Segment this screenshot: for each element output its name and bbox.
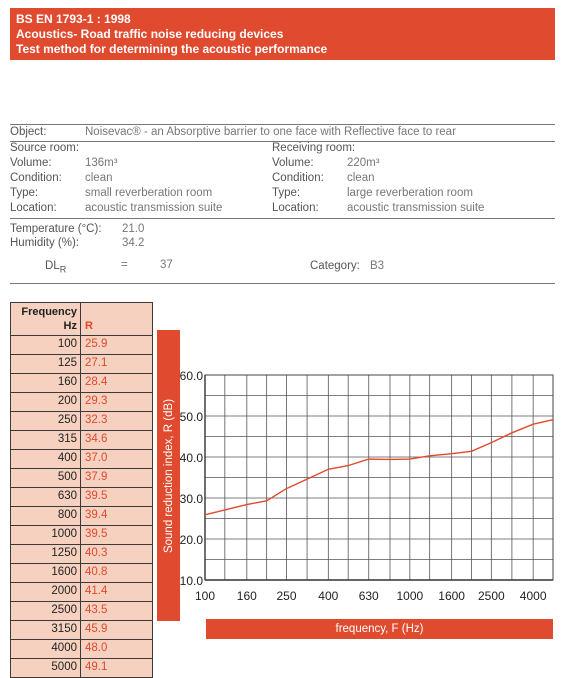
dl-text: DL [45, 260, 60, 272]
receiving-condition-label: Condition: [272, 172, 324, 184]
standard-subtitle: Acoustics- Road traffic noise reducing devices [16, 27, 284, 41]
x-tick-label: 160 [236, 589, 257, 603]
x-tick-label: 400 [318, 589, 339, 603]
divider [10, 283, 555, 284]
humidity-value: 34.2 [122, 237, 145, 249]
frequency-cell: 250 [11, 412, 81, 430]
frequency-cell: 5000 [11, 659, 81, 677]
y-tick-label: 40.0 [180, 451, 203, 465]
standard-title: BS EN 1793-1 : 1998 [16, 12, 131, 26]
object-label: Object: [10, 126, 47, 138]
frequency-cell: 400 [11, 450, 81, 468]
source-volume-value: 136m³ [85, 157, 118, 169]
r-value-cell: 40.3 [81, 545, 152, 563]
frequency-cell: 500 [11, 469, 81, 487]
frequency-cell: 630 [11, 488, 81, 506]
x-tick-label: 630 [358, 589, 379, 603]
r-value-cell: 25.9 [81, 336, 152, 354]
frequency-cell: 1600 [11, 564, 81, 582]
series-line [205, 420, 553, 515]
r-value-cell: 48.0 [81, 640, 152, 658]
humidity-label: Humidity (%): [10, 237, 80, 249]
receiving-room-title: Receiving room: [272, 142, 356, 154]
dl-label [45, 259, 66, 276]
frequency-cell: 160 [11, 374, 81, 392]
table-row [11, 545, 152, 564]
table-row [11, 564, 152, 583]
table-row [11, 450, 152, 469]
r-value-cell: 39.5 [81, 488, 152, 506]
report-header [10, 8, 555, 60]
y-tick-label: 10.0 [180, 574, 203, 588]
table-row [11, 602, 152, 621]
x-axis-title: frequency, F (Hz) [335, 623, 424, 635]
source-condition-label: Condition: [10, 172, 62, 184]
dl-subscript: R [59, 264, 67, 275]
frequency-cell: 800 [11, 507, 81, 525]
receiving-volume-value: 220m³ [347, 157, 380, 169]
temperature-value: 21.0 [122, 223, 145, 235]
r-value-cell: 45.9 [81, 621, 152, 639]
table-row [11, 336, 152, 355]
r-value-cell: 49.1 [81, 659, 152, 677]
source-location-value: acoustic transmission suite [85, 202, 223, 214]
table-row [11, 526, 152, 545]
r-value-cell: 41.4 [81, 583, 152, 601]
x-tick-label: 1600 [438, 589, 465, 603]
frequency-cell: 200 [11, 393, 81, 411]
source-volume-label: Volume: [10, 157, 52, 169]
r-value-cell: 29.3 [81, 393, 152, 411]
r-value-cell: 27.1 [81, 355, 152, 373]
x-axis-title-bar [206, 619, 553, 639]
table-row [11, 355, 152, 374]
receiving-location-label: Location: [272, 202, 319, 214]
category-label: Category: [310, 260, 360, 272]
y-axis-title-bar [157, 330, 180, 621]
r-value-cell: 37.9 [81, 469, 152, 487]
dl-value: 37 [160, 259, 173, 271]
frequency-cell: 2500 [11, 602, 81, 620]
source-location-label: Location: [10, 202, 57, 214]
frequency-cell: 125 [11, 355, 81, 373]
table-row [11, 488, 152, 507]
x-tick-label: 4000 [519, 589, 547, 603]
table-row [11, 621, 152, 640]
category-value: B3 [370, 260, 385, 272]
source-condition-value: clean [85, 172, 113, 184]
frequency-cell: 4000 [11, 640, 81, 658]
frequency-unit-text: Hz [63, 320, 77, 332]
r-value-cell: 39.5 [81, 526, 152, 544]
divider [10, 218, 555, 219]
y-tick-label: 30.0 [180, 492, 203, 506]
table-row [11, 507, 152, 526]
r-value-cell: 28.4 [81, 374, 152, 392]
data-table [10, 302, 153, 678]
frequency-cell: 1250 [11, 545, 81, 563]
frequency-cell: 100 [11, 336, 81, 354]
r-value-cell: 34.6 [81, 431, 152, 449]
frequency-header [11, 303, 81, 335]
table-row [11, 431, 152, 450]
frequency-cell: 1000 [11, 526, 81, 544]
table-row [11, 640, 152, 659]
source-type-value: small reverberation room [85, 187, 213, 199]
r-value-cell: 37.0 [81, 450, 152, 468]
object-value: Noisevac® - an Absorptive barrier to one face with Reflective face to rear [85, 126, 456, 138]
x-tick-label: 250 [276, 589, 297, 603]
table-row [11, 393, 152, 412]
table-row [11, 374, 152, 393]
receiving-type-value: large reverberation room [347, 187, 473, 199]
y-tick-label: 50.0 [180, 410, 203, 424]
sound-reduction-chart [180, 360, 563, 616]
r-value-cell: 32.3 [81, 412, 152, 430]
source-room-title: Source room: [10, 142, 80, 154]
r-value-cell: 39.4 [81, 507, 152, 525]
frequency-cell: 315 [11, 431, 81, 449]
table-row [11, 583, 152, 602]
receiving-location-value: acoustic transmission suite [347, 202, 485, 214]
table-row [11, 469, 152, 488]
r-value-cell: 40.8 [81, 564, 152, 582]
y-tick-label: 60.0 [180, 369, 203, 383]
table-header [11, 303, 152, 336]
x-tick-label: 100 [194, 589, 216, 603]
frequency-header-text: Frequency [21, 306, 77, 318]
r-value-cell: 43.5 [81, 602, 152, 620]
receiving-volume-label: Volume: [272, 157, 314, 169]
table-row [11, 412, 152, 431]
frequency-cell: 3150 [11, 621, 81, 639]
table-row [11, 659, 152, 677]
frequency-cell: 2000 [11, 583, 81, 601]
table-body [11, 336, 152, 677]
y-axis-title: Sound reduction index, R (dB) [162, 398, 175, 553]
temperature-label: Temperature (°C): [10, 223, 102, 235]
r-header: R [81, 303, 152, 335]
x-tick-label: 1000 [396, 589, 424, 603]
receiving-condition-value: clean [347, 172, 375, 184]
receiving-type-label: Type: [272, 187, 301, 199]
x-tick-label: 2500 [477, 589, 505, 603]
source-type-label: Type: [10, 187, 39, 199]
y-tick-label: 20.0 [180, 533, 203, 547]
dl-equals: = [121, 259, 128, 271]
test-method-title: Test method for determining the acoustic performance [16, 42, 328, 56]
